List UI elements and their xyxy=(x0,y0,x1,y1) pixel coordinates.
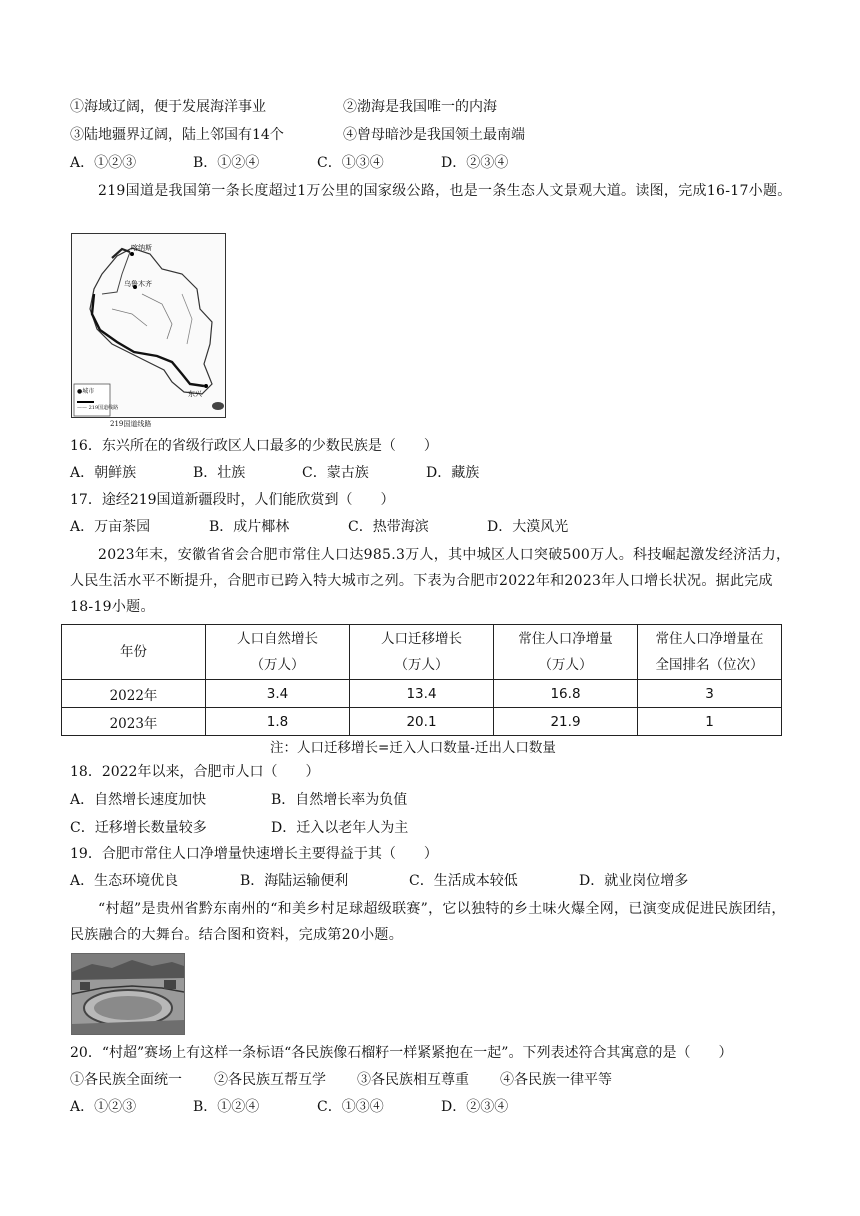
q20-statement-4: ④各民族一律平等 xyxy=(500,1072,612,1088)
table-cell: 1.8 xyxy=(206,708,350,736)
q20-statement-2: ②各民族互帮互学 xyxy=(214,1072,326,1088)
q15-statement-4: ④曾母暗沙是我国领土最南端 xyxy=(343,127,525,143)
q15-option-a[interactable]: A．①②③ xyxy=(70,155,137,171)
table-cell: 16.8 xyxy=(494,680,638,708)
q18-stem: 18．2022年以来，合肥市人口（ ） xyxy=(70,764,320,780)
q16-stem: 16．东兴所在的省级行政区人口最多的少数民族是（ ） xyxy=(70,438,438,454)
header-net-increase: 常住人口净增量 （万人） xyxy=(494,625,638,680)
map-legend-route: —— 219国道线路 xyxy=(77,405,119,411)
table-cell: 3 xyxy=(638,680,782,708)
table-row xyxy=(62,680,782,708)
q18-option-a[interactable]: A．自然增长速度加快 xyxy=(70,792,207,808)
header-natural-growth: 人口自然增长 （万人） xyxy=(206,625,350,680)
q19-option-a[interactable]: A．生态环境优良 xyxy=(70,873,179,889)
map-label-dongxing: 东兴 xyxy=(188,390,202,398)
table-header-row xyxy=(62,625,782,680)
table-row xyxy=(62,708,782,736)
q18-option-d[interactable]: D．迁入以老年人为主 xyxy=(271,820,409,836)
q20-option-c[interactable]: C．①③④ xyxy=(317,1099,384,1115)
intro-hefei: 2023年末，安徽省省会合肥市常住人口达985.3万人，其中城区人口突破500万人。科技崛起激发经济活力，人民生活水平不断提升，合肥市已跨入特大城市之列。下表为合肥市2022年和2023年人口增长状况。据此完成18-19小题。 xyxy=(70,547,791,615)
header-national-rank: 常住人口净增量在 全国排名（位次） xyxy=(638,625,782,680)
table-cell: 21.9 xyxy=(494,708,638,736)
route-219-map xyxy=(71,233,226,428)
photo-drawing xyxy=(72,954,184,1034)
q20-statement-1: ①各民族全面统一 xyxy=(70,1072,182,1088)
table-cell: 1 xyxy=(638,708,782,736)
intro-219-road: 219国道是我国第一条长度超过1万公里的国家级公路，也是一条生态人文景观大道。读图，完成16-17小题。 xyxy=(98,183,792,199)
table-cell: 3.4 xyxy=(206,680,350,708)
population-table xyxy=(61,624,782,736)
q16-option-a[interactable]: A．朝鲜族 xyxy=(70,465,137,481)
q19-option-d[interactable]: D．就业岗位增多 xyxy=(579,873,689,889)
q16-option-b[interactable]: B．壮族 xyxy=(193,465,246,481)
q15-option-d[interactable]: D．②③④ xyxy=(441,155,509,171)
q17-option-d[interactable]: D．大漠风光 xyxy=(487,519,569,535)
q17-stem: 17．途经219国道新疆段时，人们能欣赏到（ ） xyxy=(70,492,395,508)
map-label-urumqi: 乌鲁木齐 xyxy=(124,280,152,288)
map-drawing xyxy=(72,234,225,417)
q20-option-b[interactable]: B．①②④ xyxy=(193,1099,260,1115)
q15-option-c[interactable]: C．①③④ xyxy=(317,155,384,171)
q18-option-b[interactable]: B．自然增长率为负值 xyxy=(271,792,408,808)
q15-option-b[interactable]: B．①②④ xyxy=(193,155,260,171)
q19-stem: 19．合肥市常住人口净增量快速增长主要得益于其（ ） xyxy=(70,846,438,862)
table-note: 注：人口迁移增长=迁入人口数量-迁出人口数量 xyxy=(270,740,556,756)
map-label-kanas: 喀纳斯 xyxy=(131,244,152,252)
map-caption: 219国道线路 xyxy=(110,420,152,428)
q16-option-c[interactable]: C．蒙古族 xyxy=(302,465,369,481)
q20-stem: 20．“村超”赛场上有这样一条标语“各民族像石榴籽一样紧紧抱在一起”。下列表述符合其寓意的是（ ） xyxy=(70,1045,733,1061)
q20-statement-3: ③各民族相互尊重 xyxy=(357,1072,469,1088)
q17-option-b[interactable]: B．成片椰林 xyxy=(209,519,290,535)
q15-statement-3: ③陆地疆界辽阔，陆上邻国有14个 xyxy=(70,127,284,143)
q19-option-c[interactable]: C．生活成本较低 xyxy=(409,873,518,889)
q16-option-d[interactable]: D．藏族 xyxy=(426,465,480,481)
table-cell: 13.4 xyxy=(350,680,494,708)
map-legend-city: ●城市 xyxy=(77,388,95,395)
table-cell: 2022年 xyxy=(62,680,206,708)
table-cell: 2023年 xyxy=(62,708,206,736)
header-migration-growth: 人口迁移增长 （万人） xyxy=(350,625,494,680)
q17-option-c[interactable]: C．热带海滨 xyxy=(348,519,429,535)
q17-option-a[interactable]: A．万亩茶园 xyxy=(70,519,151,535)
q20-option-a[interactable]: A．①②③ xyxy=(70,1099,137,1115)
q19-option-b[interactable]: B．海陆运输便利 xyxy=(240,873,349,889)
q20-option-d[interactable]: D．②③④ xyxy=(441,1099,509,1115)
intro-village-super: “村超”是贵州省黔东南州的“和美乡村足球超级联赛”，它以独特的乡土味火爆全网，已演变成促进民族团结，民族融合的大舞台。结合图和资料，完成第20小题。 xyxy=(70,901,786,943)
q15-statement-2: ②渤海是我国唯一的内海 xyxy=(343,99,497,115)
q15-statement-1: ①海域辽阔，便于发展海洋事业 xyxy=(70,99,266,115)
village-football-photo xyxy=(71,953,185,1035)
q18-option-c[interactable]: C．迁移增长数量较多 xyxy=(70,820,207,836)
header-year: 年份 xyxy=(62,625,206,680)
table-cell: 20.1 xyxy=(350,708,494,736)
